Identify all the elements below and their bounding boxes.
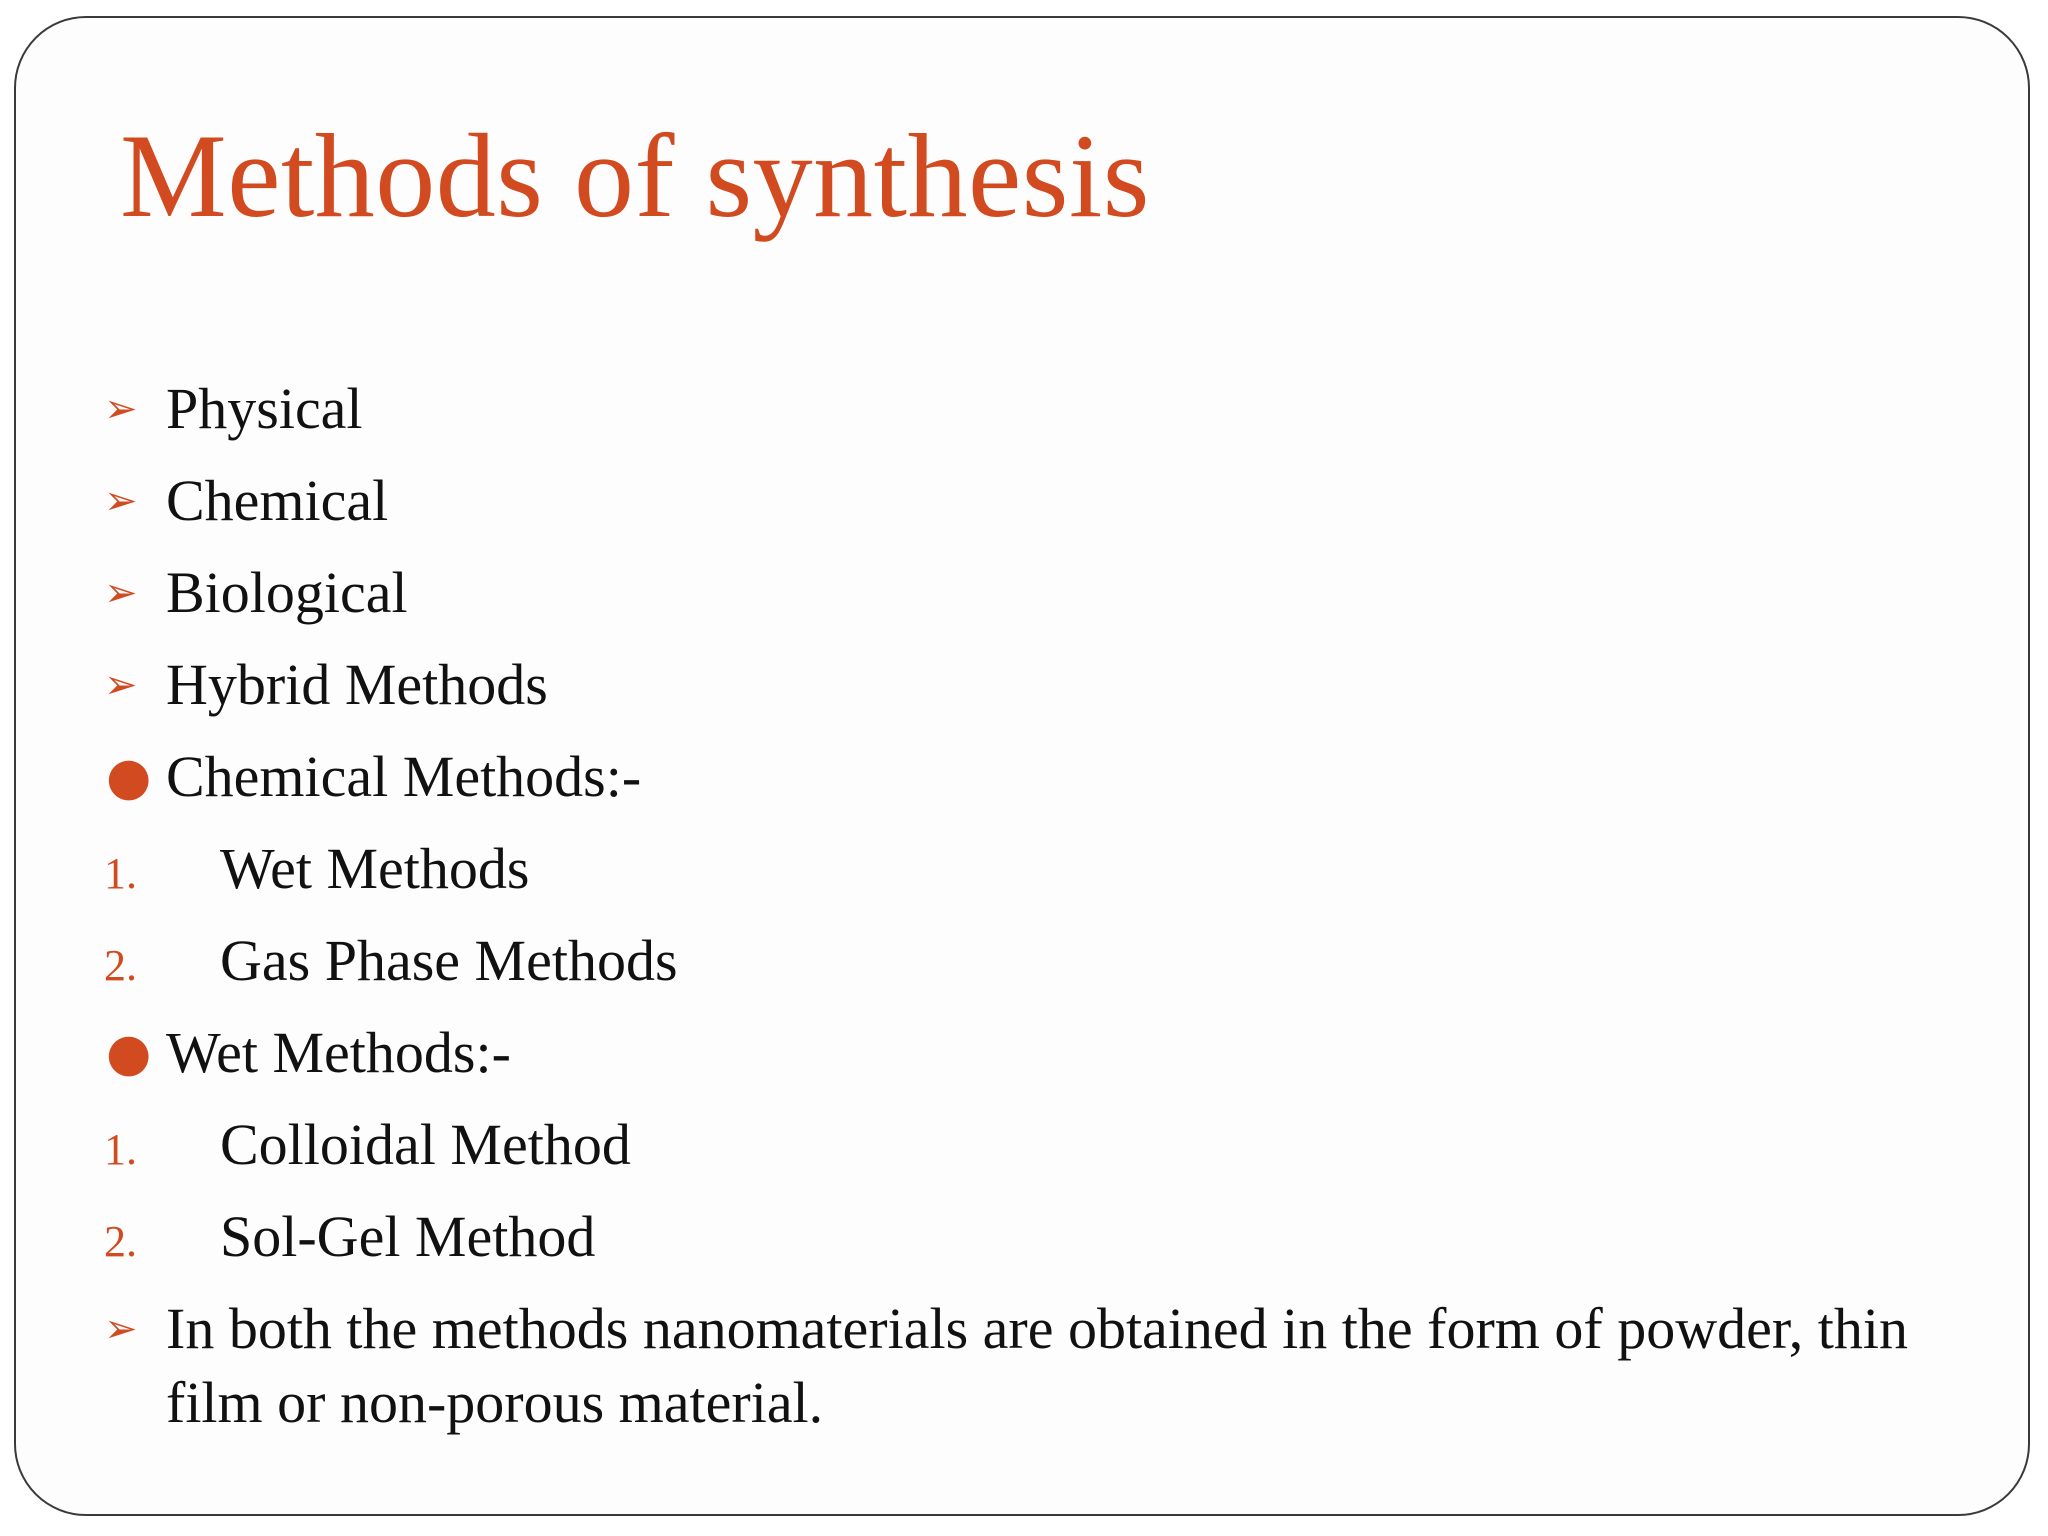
numbered-item <box>16 1108 2028 1200</box>
list-item-text: Biological <box>166 560 408 625</box>
list-item-text: Hybrid Methods <box>166 652 548 717</box>
item-number: 1. <box>104 1125 137 1174</box>
list-item-text: Sol-Gel Method <box>220 1204 596 1269</box>
item-number: 2. <box>104 1217 137 1266</box>
list-item-text: Chemical <box>166 468 389 533</box>
list-item <box>16 556 2028 648</box>
list-item <box>16 740 2028 832</box>
list-item <box>16 648 2028 740</box>
list-item <box>16 372 2028 464</box>
numbered-item <box>16 1200 2028 1292</box>
arrow-bullet-icon: ➢ <box>104 570 138 616</box>
list-item-text: Wet Methods:- <box>166 1020 511 1085</box>
list-item <box>16 1016 2028 1108</box>
arrow-bullet-icon: ➢ <box>104 662 138 708</box>
list-item-text: Chemical Methods:- <box>166 744 642 809</box>
numbered-item <box>16 832 2028 924</box>
list-item <box>16 464 2028 556</box>
dot-bullet-icon: ● <box>106 747 152 807</box>
list-item-text: Colloidal Method <box>220 1112 631 1177</box>
dot-bullet-icon: ● <box>106 1023 152 1083</box>
item-number: 1. <box>104 849 137 898</box>
item-number: 2. <box>104 941 137 990</box>
list-item <box>16 1292 2028 1452</box>
list-item-text: Physical <box>166 376 363 441</box>
arrow-bullet-icon: ➢ <box>104 1306 138 1352</box>
arrow-bullet-icon: ➢ <box>104 478 138 524</box>
arrow-bullet-icon: ➢ <box>104 386 138 432</box>
list-item-text: Wet Methods <box>220 836 530 901</box>
list-item-text: Gas Phase Methods <box>220 928 678 993</box>
slide-title: Methods of synthesis <box>120 109 1150 242</box>
slide-frame <box>14 16 2030 1516</box>
list-item-text: In both the methods nanomaterials are obtained in the form of powder, thin film or non-porous material. <box>166 1296 1909 1435</box>
numbered-item <box>16 924 2028 1016</box>
bullet-list <box>16 372 2028 1452</box>
